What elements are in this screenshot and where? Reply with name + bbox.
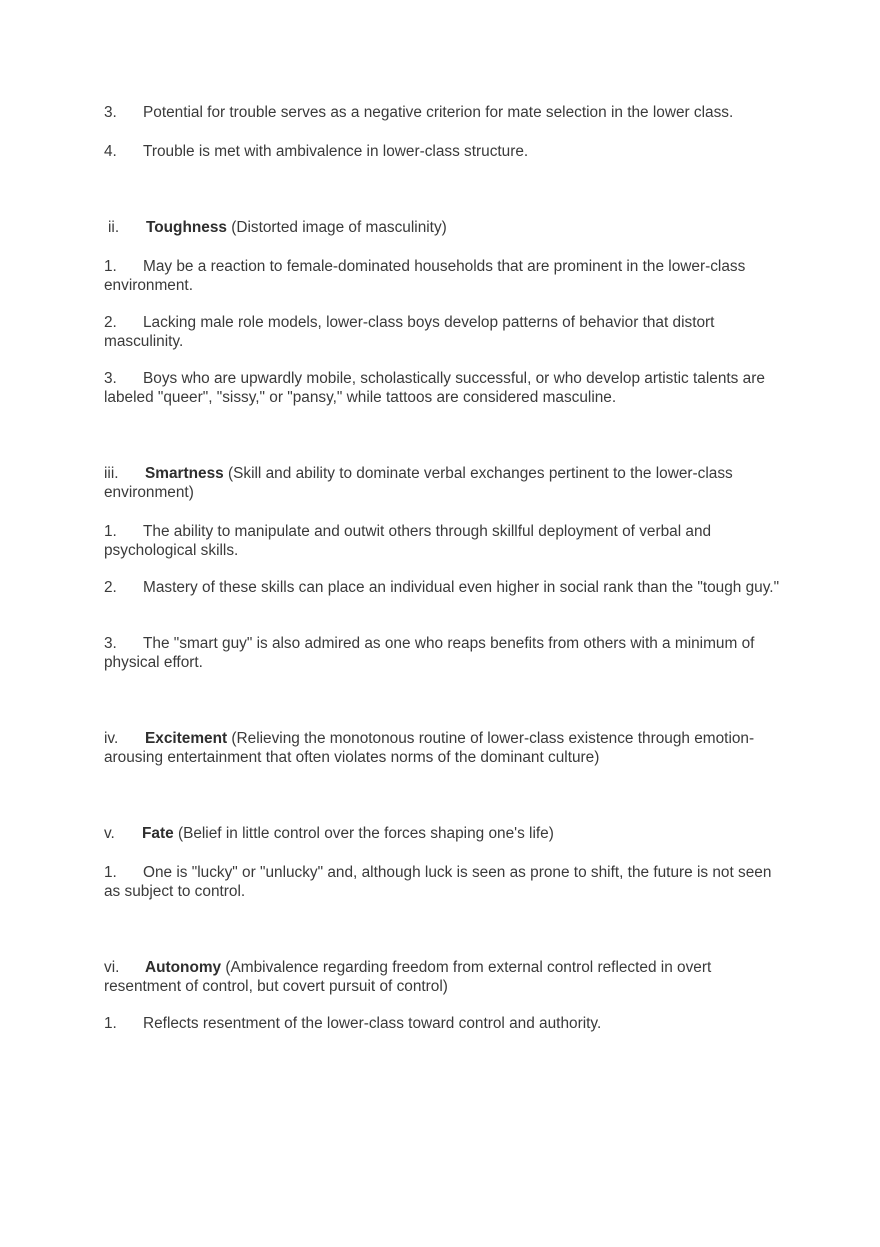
section-heading-fate <box>104 824 784 843</box>
item-text: May be a reaction to female-dominated households that are prominent in the lower-class environment. <box>104 258 746 294</box>
list-item <box>104 369 784 407</box>
section-number: vi. <box>104 959 120 976</box>
section-description: (Distorted image of masculinity) <box>231 219 447 236</box>
item-number: 3. <box>104 370 117 387</box>
list-item <box>104 1014 784 1033</box>
section-number: v. <box>104 825 115 842</box>
item-number: 2. <box>104 314 117 331</box>
section-term: Autonomy <box>145 959 222 976</box>
list-item <box>104 142 784 161</box>
list-item <box>104 634 784 672</box>
item-text: Reflects resentment of the lower-class toward control and authority. <box>143 1015 602 1032</box>
list-item <box>104 103 784 122</box>
section-description: (Belief in little control over the forces shaping one's life) <box>177 825 554 842</box>
section-number: iv. <box>104 730 119 747</box>
section-term: Excitement <box>145 730 228 747</box>
item-number: 3. <box>104 635 117 652</box>
section-heading-toughness <box>104 218 784 237</box>
item-text: Potential for trouble serves as a negative criterion for mate selection in the lower class. <box>143 104 734 121</box>
list-item <box>104 578 784 597</box>
list-item <box>104 313 784 351</box>
item-number: 1. <box>104 864 117 881</box>
section-term: Toughness <box>146 219 227 236</box>
item-number: 1. <box>104 258 117 275</box>
item-text: Mastery of these skills can place an individual even higher in social rank than the "tough guy." <box>143 579 780 596</box>
list-item <box>104 522 784 560</box>
section-description: (Ambivalence regarding freedom from external control reflected in overt resentment of control, but covert pursuit of control) <box>104 959 712 995</box>
item-text: The "smart guy" is also admired as one who reaps benefits from others with a minimum of physical effort. <box>104 635 755 671</box>
list-item <box>104 257 784 295</box>
list-item <box>104 863 784 901</box>
section-heading-autonomy <box>104 958 784 996</box>
section-heading-smartness <box>104 464 784 502</box>
item-number: 2. <box>104 579 117 596</box>
item-text: The ability to manipulate and outwit others through skillful deployment of verbal and psychological skills. <box>104 523 712 559</box>
item-number: 4. <box>104 143 117 160</box>
section-heading-excitement <box>104 729 784 767</box>
item-text: One is "lucky" or "unlucky" and, although luck is seen as prone to shift, the future is not seen as subject to control. <box>104 864 772 900</box>
section-number: iii. <box>104 465 119 482</box>
section-term: Fate <box>142 825 174 842</box>
item-number: 1. <box>104 523 117 540</box>
section-description: (Relieving the monotonous routine of lower-class existence through emotion-arousing entertainment that often violates norms of the dominant culture) <box>104 730 755 766</box>
item-text: Trouble is met with ambivalence in lower-class structure. <box>143 143 529 160</box>
item-number: 1. <box>104 1015 117 1032</box>
section-description: (Skill and ability to dominate verbal exchanges pertinent to the lower-class environment) <box>104 465 733 501</box>
section-number: ii. <box>108 219 120 236</box>
section-term: Smartness <box>145 465 224 482</box>
item-number: 3. <box>104 104 117 121</box>
item-text: Boys who are upwardly mobile, scholastically successful, or who develop artistic talents are labeled "queer", "sissy," or "pansy," while tattoos are considered masculine. <box>104 370 765 406</box>
item-text: Lacking male role models, lower-class boys develop patterns of behavior that distort masculinity. <box>104 314 715 350</box>
